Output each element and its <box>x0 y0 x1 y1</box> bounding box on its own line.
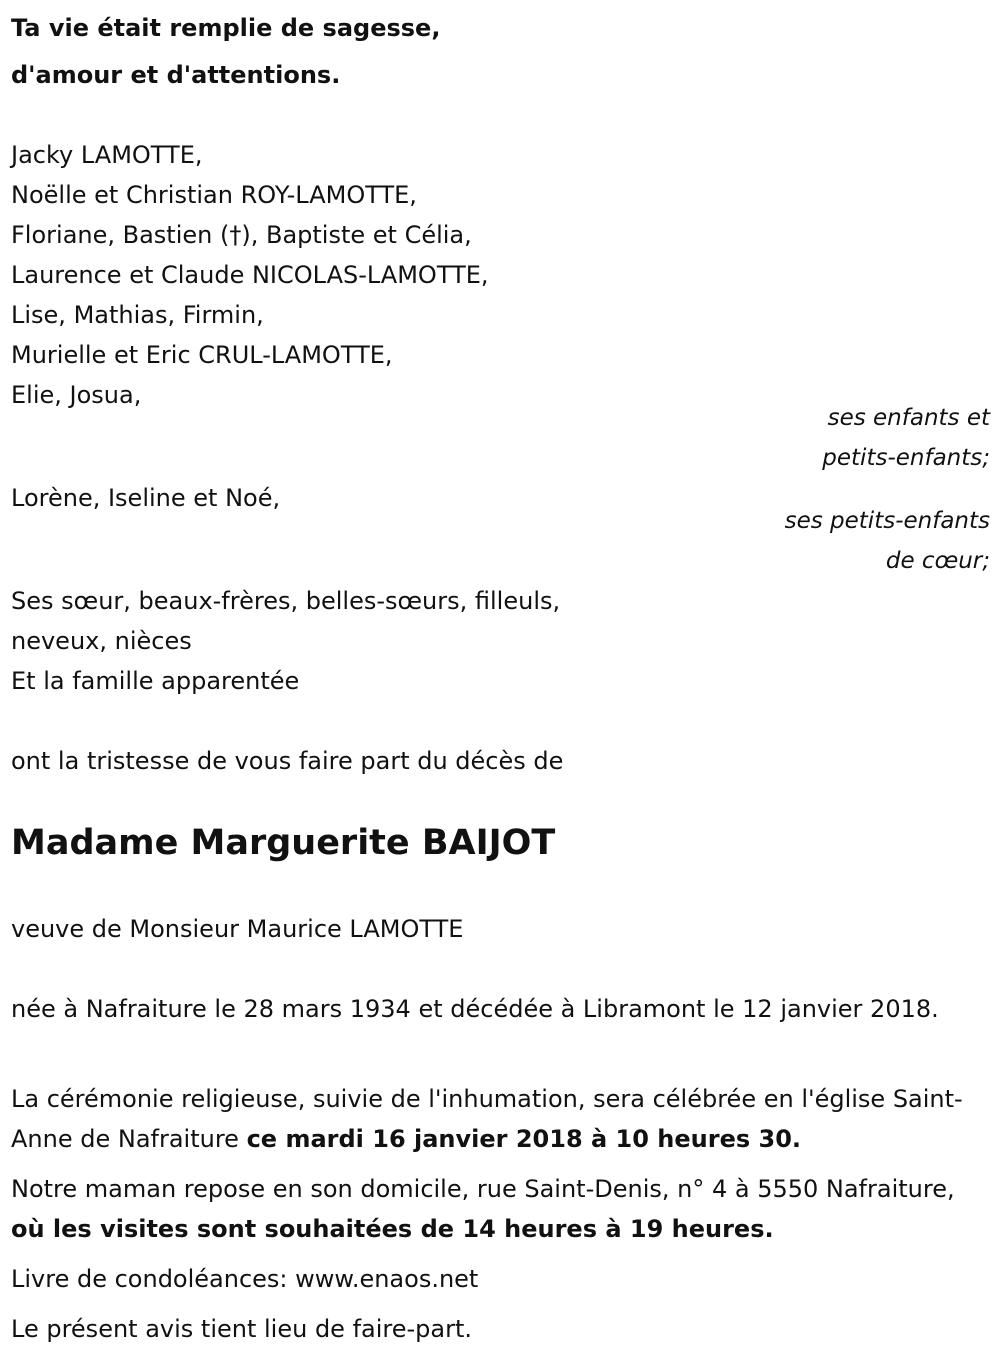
widow-of: veuve de Monsieur Maurice LAMOTTE <box>11 915 464 943</box>
announcement: ont la tristesse de vous faire part du décès de <box>11 747 564 775</box>
ceremony-text: La cérémonie religieuse, suivie de l'inhumation, sera célébrée en l'église Saint-Anne de Nafraiture <box>11 1085 963 1153</box>
family-line: Laurence et Claude NICOLAS-LAMOTTE, <box>11 261 489 289</box>
role-children-line-1: ses enfants et <box>827 405 990 431</box>
role-heart-grandchildren-line-1: ses petits-enfants <box>784 508 990 534</box>
family-line: Murielle et Eric CRUL-LAMOTTE, <box>11 341 393 369</box>
role-children-line-2: petits-enfants; <box>822 445 990 471</box>
family-line: Ses sœur, beaux-frères, belles-sœurs, filleuls, <box>11 587 561 615</box>
visits-text: Notre maman repose en son domicile, rue Saint-Denis, n° 4 à 5550 Nafraiture, <box>11 1175 955 1203</box>
deceased-name: Madame Marguerite BAIJOT <box>11 823 556 863</box>
family-line: Lorène, Iseline et Noé, <box>11 484 281 512</box>
condolences: Livre de condoléances: www.enaos.net <box>11 1265 479 1293</box>
closing-note: Le présent avis tient lieu de faire-part. <box>11 1315 473 1343</box>
intro-line-2: d'amour et d'attentions. <box>11 61 341 89</box>
family-line: neveux, nièces <box>11 627 192 655</box>
family-line: Lise, Mathias, Firmin, <box>11 301 264 329</box>
role-heart-grandchildren-line-2: de cœur; <box>885 548 990 574</box>
ceremony-date: ce mardi 16 janvier 2018 à 10 heures 30. <box>246 1125 802 1153</box>
family-line: Elie, Josua, <box>11 381 142 409</box>
birth-death: née à Nafraiture le 28 mars 1934 et décédée à Libramont le 12 janvier 2018. <box>11 995 939 1023</box>
visits-hours: où les visites sont souhaitées de 14 heures à 19 heures. <box>11 1215 774 1243</box>
ceremony-paragraph <box>11 1079 991 1159</box>
family-line: Et la famille apparentée <box>11 667 300 695</box>
family-line: Floriane, Bastien (†), Baptiste et Célia, <box>11 221 472 249</box>
family-line: Jacky LAMOTTE, <box>11 141 203 169</box>
visits-paragraph <box>11 1169 991 1249</box>
intro-line-1: Ta vie était remplie de sagesse, <box>11 14 441 42</box>
family-line: Noëlle et Christian ROY-LAMOTTE, <box>11 181 417 209</box>
